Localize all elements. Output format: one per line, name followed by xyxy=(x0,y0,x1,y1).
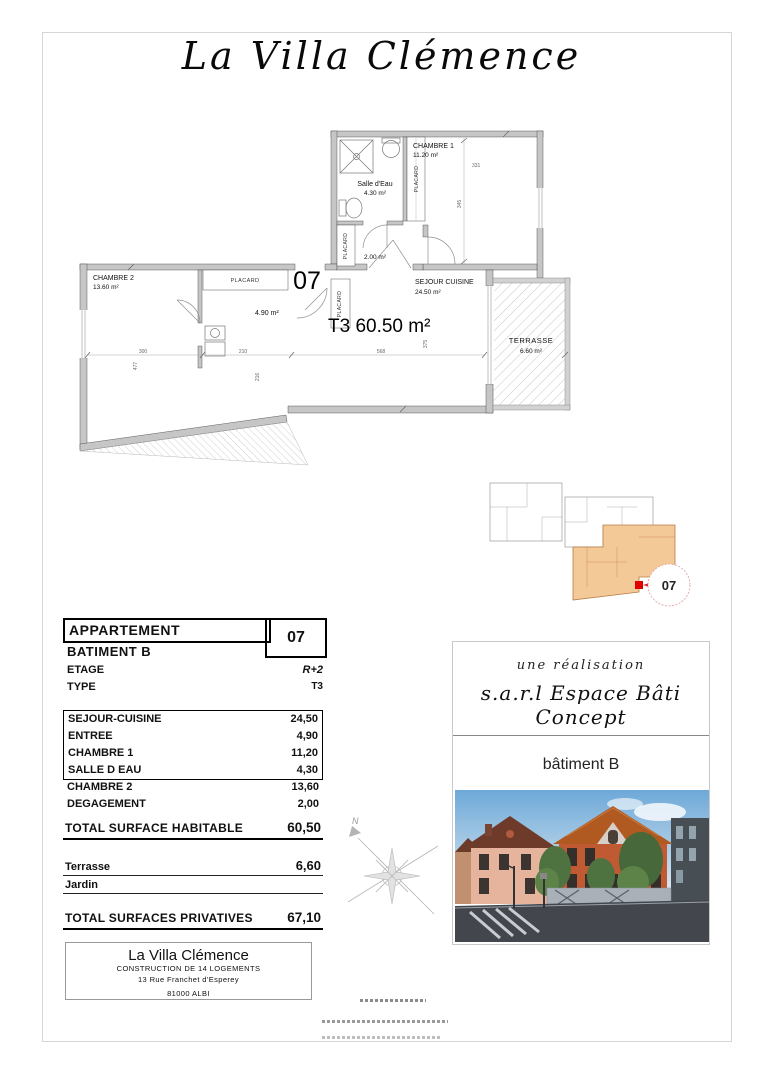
terrasse-row xyxy=(63,858,323,876)
fine-print-line xyxy=(360,999,426,1002)
type-value: T3 xyxy=(311,681,323,692)
jardin-row-label: Jardin xyxy=(65,879,99,891)
inset-pointer-square xyxy=(635,581,643,589)
table-row: DEGAGEMENT 2,00 xyxy=(67,798,319,810)
plan-type-area: T3 60.50 m² xyxy=(328,316,431,337)
entree-area: 4.90 m² xyxy=(255,310,279,317)
total-habitable-value: 60,50 xyxy=(287,820,321,835)
floor-plan xyxy=(73,118,573,478)
appartement-header: APPARTEMENT xyxy=(63,618,271,643)
table-row: ENTREE 4,90 xyxy=(68,730,318,742)
chambre2-label: CHAMBRE 2 xyxy=(93,275,134,282)
table-row: SALLE D EAU 4,30 xyxy=(68,764,318,776)
promoter-company: s.a.r.l Espace Bâti Concept xyxy=(480,681,682,729)
site-plan-inset xyxy=(487,477,692,612)
inset-unit-number: 07 xyxy=(661,578,677,593)
etage-label: ETAGE xyxy=(67,664,105,676)
terrasse-row-value: 6,60 xyxy=(295,858,321,873)
fine-print-line xyxy=(322,1020,448,1023)
project-line3: 81000 ALBI xyxy=(167,989,210,998)
sejour-area: 24.50 m² xyxy=(415,289,441,296)
fine-print-line xyxy=(322,1036,442,1039)
dim-210: 210 xyxy=(238,349,248,355)
terrasse-area: 6.60 m² xyxy=(519,348,543,355)
dim-375: 375 xyxy=(423,339,429,349)
promoter-tagline: une réalisation xyxy=(516,658,646,673)
degagement-area: 2.00 m² xyxy=(363,254,387,261)
type-row xyxy=(67,681,323,693)
room-areas-table xyxy=(63,710,323,780)
total-habitable-row xyxy=(63,820,323,840)
dim-216: 216 xyxy=(255,372,261,382)
compass-rose xyxy=(338,812,453,942)
dim-331: 331 xyxy=(472,163,481,169)
building-photo xyxy=(455,790,709,942)
terrasse-label: TERRASSE xyxy=(508,336,554,345)
sejour-label: SEJOUR CUISINE xyxy=(415,279,474,286)
kitchen-fixtures xyxy=(205,326,225,356)
project-footer-box xyxy=(65,942,312,1000)
placard-label-2: PLACARD xyxy=(343,232,349,260)
jardin-row xyxy=(63,879,323,894)
total-privatives-value: 67,10 xyxy=(287,910,321,925)
project-line1: CONSTRUCTION DE 14 LOGEMENTS xyxy=(116,964,261,973)
north-label: N xyxy=(352,816,359,826)
salle-eau-label: Salle d'Eau xyxy=(357,181,393,188)
batiment-label: BATIMENT B xyxy=(67,644,152,659)
promoter-building: bâtiment B xyxy=(542,756,620,773)
dim-568: 568 xyxy=(376,349,386,355)
north-arrowhead xyxy=(349,826,361,837)
bathroom-fixtures xyxy=(339,138,400,218)
etage-value: R+2 xyxy=(302,664,323,676)
promoter-panel xyxy=(452,641,710,945)
dark-building-right xyxy=(671,818,709,910)
etage-row xyxy=(67,664,323,676)
placards xyxy=(203,137,425,328)
total-privatives-label: TOTAL SURFACES PRIVATIVES xyxy=(65,911,253,925)
total-habitable-label: TOTAL SURFACE HABITABLE xyxy=(65,821,244,835)
table-row: CHAMBRE 1 11,20 xyxy=(68,747,318,759)
room-areas-extra xyxy=(63,779,323,813)
total-privatives-row xyxy=(63,910,323,930)
chambre2-area: 13.60 m² xyxy=(93,284,119,291)
placard-label-4: PLACARD xyxy=(230,278,260,284)
chambre1-area: 11.20 m² xyxy=(413,152,439,159)
project-name: La Villa Clémence xyxy=(128,947,249,964)
chambre1-label: CHAMBRE 1 xyxy=(413,143,454,150)
table-row: CHAMBRE 2 13,60 xyxy=(67,781,319,793)
promoter-divider xyxy=(453,735,709,736)
placard-label-3: PLACARD xyxy=(337,290,343,318)
terrasse-row-label: Terrasse xyxy=(65,861,111,873)
salle-eau-area: 4.30 m² xyxy=(363,190,387,197)
plan-unit-number: 07 xyxy=(293,267,321,295)
table-row: SEJOUR-CUISINE 24,50 xyxy=(68,713,318,725)
dim-345: 345 xyxy=(457,199,463,209)
page-title: La Villa Clémence xyxy=(181,34,582,78)
project-line2: 13 Rue Franchet d'Esperey xyxy=(137,974,240,984)
dim-300: 300 xyxy=(138,349,148,355)
dim-477: 477 xyxy=(133,361,139,371)
placard-label-1: PLACARD xyxy=(414,165,420,193)
unit-number-box: 07 xyxy=(265,618,327,658)
type-label: TYPE xyxy=(67,681,96,693)
